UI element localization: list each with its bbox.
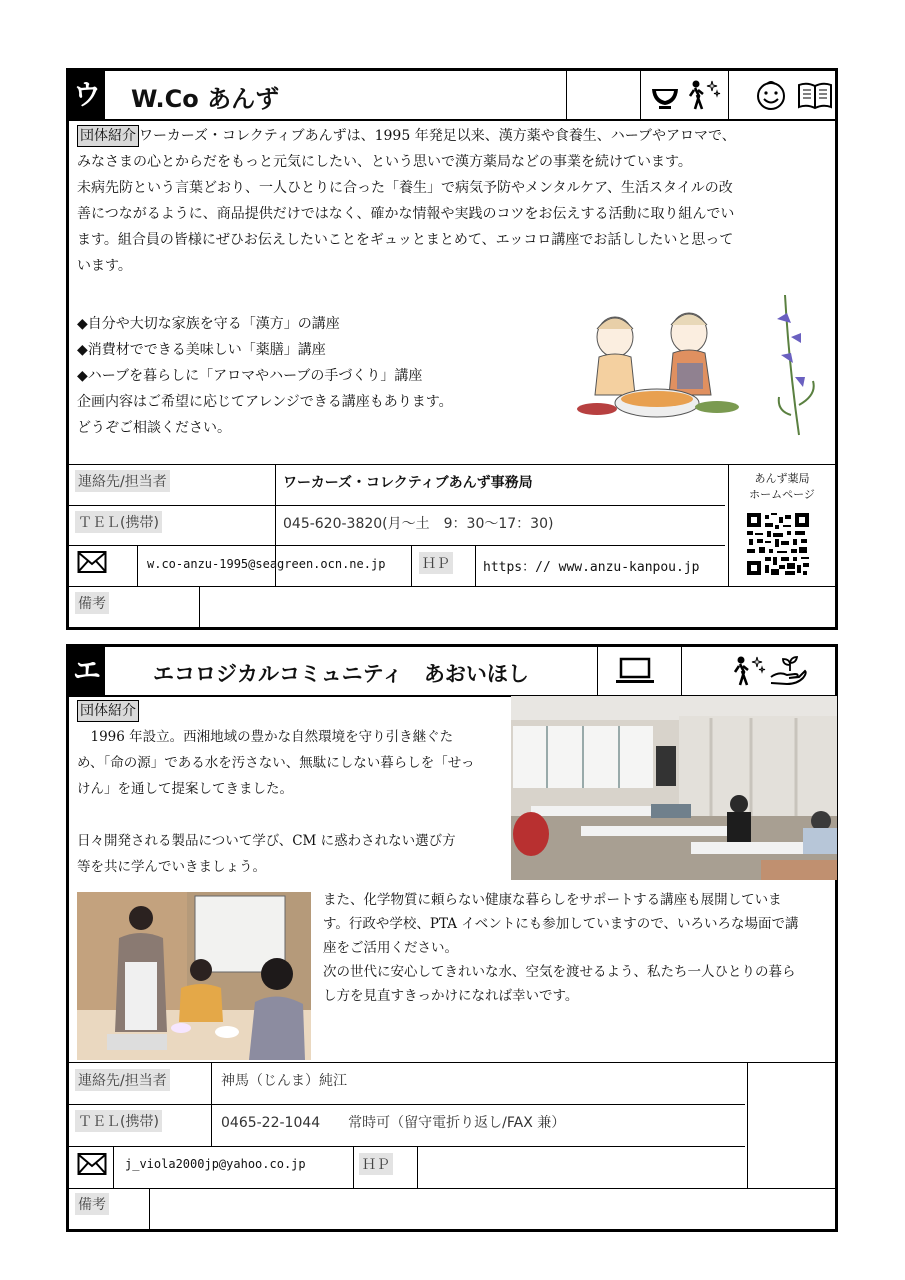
intro-text (77, 698, 507, 880)
intro-tag: 団体紹介 (77, 700, 139, 722)
organization-name: W.Co あんず (131, 85, 280, 113)
activity-line: す。行政や学校、PTA イベントにも参加していますので、いろいろな場面で講 (323, 916, 799, 932)
activity-text (323, 888, 835, 1008)
intro-tag: 団体紹介 (77, 125, 139, 147)
intro-line: 善につながるように、商品提供だけではなく、確かな情報や実践のコツをお伝えする活動に取り組んでい (77, 206, 735, 222)
contact-value: ワーカーズ・コレクティブあんず事務局 (283, 475, 533, 491)
envelope-icon (77, 550, 107, 574)
intro-line: みなさまの心とからだをもっと元気にしたい、という思いで漢方薬局などの事業を続けています。 (77, 154, 692, 170)
contact-label: 連絡先/担当者 (75, 470, 170, 492)
contact-value: 神馬（じんま）純江 (221, 1073, 347, 1089)
card-letter: エ (69, 647, 105, 695)
organization-card-aoihoshi (66, 644, 838, 1232)
hp-label: ＨＰ (419, 552, 453, 574)
intro-line: 日々開発される製品について学び、CM に惑わされない選び方 (77, 833, 456, 849)
course-item: どうぞご相談ください。 (77, 420, 231, 436)
qr-code-icon[interactable] (747, 513, 809, 575)
tel-label: ＴＥＬ(携帯) (75, 1110, 162, 1132)
intro-text (77, 123, 837, 279)
bowl-icon (649, 79, 681, 111)
course-item: 企画内容はご希望に応じてアレンジできる講座もあります。 (77, 394, 453, 410)
intro-line: 未病先防という言葉どおり、一人ひとりに合った「養生」で病気予防やメンタルケア、生活スタイルの改 (77, 180, 733, 196)
organization-card-anzu (66, 68, 838, 630)
card-letter: ウ (69, 71, 105, 119)
email-link[interactable]: j_viola2000jp@yahoo.co.jp (125, 1157, 306, 1171)
hp-link[interactable]: https：// www.anzu-kanpou.jp (483, 560, 700, 575)
course-item: ◆消費材でできる美味しい「薬膳」講座 (77, 342, 326, 358)
organization-name: エコロジカルコミュニティ あおいほし (153, 662, 529, 686)
open-book-icon (797, 81, 833, 111)
email-link[interactable]: w.co-anzu-1995@seagreen.ocn.ne.jp (147, 557, 386, 571)
intro-line: ます。組合員の皆様にぜひお伝えしたいことをギュッとまとめて、エッコロ講座でお話ししたいと思って (77, 232, 734, 248)
notes-label: 備考 (75, 592, 109, 614)
course-list (77, 311, 547, 441)
tel-value: 045-620-3820(月～土 9：30～17：30) (283, 516, 554, 532)
tel-label: ＴＥＬ(携帯) (75, 511, 162, 533)
qr-caption-line: ホームページ (749, 488, 815, 501)
intro-line: います。 (77, 258, 132, 274)
qr-caption-line: あんず薬局 (754, 472, 810, 485)
envelope-icon (77, 1152, 107, 1176)
notes-label: 備考 (75, 1193, 109, 1215)
laptop-icon (615, 657, 655, 685)
course-item: ◆自分や大切な家族を守る「漢方」の講座 (77, 316, 340, 332)
hand-sprout-icon (769, 655, 807, 687)
intro-line: けん」を通して提案してきました。 (77, 781, 293, 797)
contact-label: 連絡先/担当者 (75, 1069, 170, 1091)
intro-line: ワーカーズ・コレクティブあんずは、1995 年発足以来、漢方薬や食養生、ハーブやアロマで、 (139, 128, 736, 144)
intro-line: 等を共に学んでいきましょう。 (77, 859, 266, 875)
smiley-face-icon (755, 80, 787, 112)
walking-person-sparkle-icon (731, 655, 767, 687)
activity-line: また、化学物質に頼らない健康な暮らしをサポートする講座も展開していま (323, 892, 782, 908)
intro-line: 1996 年設立。西湘地域の豊かな自然環境を守り引き継ぐた (77, 729, 454, 745)
photo-workshop-room (511, 696, 837, 880)
intro-line: め、「命の源」である水を汚さない、無駄にしない暮らしを「せっ (77, 755, 475, 771)
activity-line: 座をご活用ください。 (323, 940, 458, 956)
qr-caption (737, 471, 827, 503)
activity-line: し方を見直すきっかけになれば幸いです。 (323, 988, 579, 1004)
illustration-two-people-cooking (577, 285, 827, 445)
card-header (69, 647, 835, 697)
activity-line: 次の世代に安心してきれいな水、空気を渡せるよう、私たち一人ひとりの暮ら (323, 964, 796, 980)
card-header (69, 71, 835, 121)
tel-value: 0465-22-1044 常時可（留守電折り返し/FAX 兼） (221, 1115, 566, 1131)
course-item: ◆ハーブを暮らしに「アロマやハーブの手づくり」講座 (77, 368, 423, 384)
photo-soap-making (77, 892, 311, 1060)
hp-label: ＨＰ (359, 1153, 393, 1175)
walking-person-sparkle-icon (686, 79, 722, 111)
